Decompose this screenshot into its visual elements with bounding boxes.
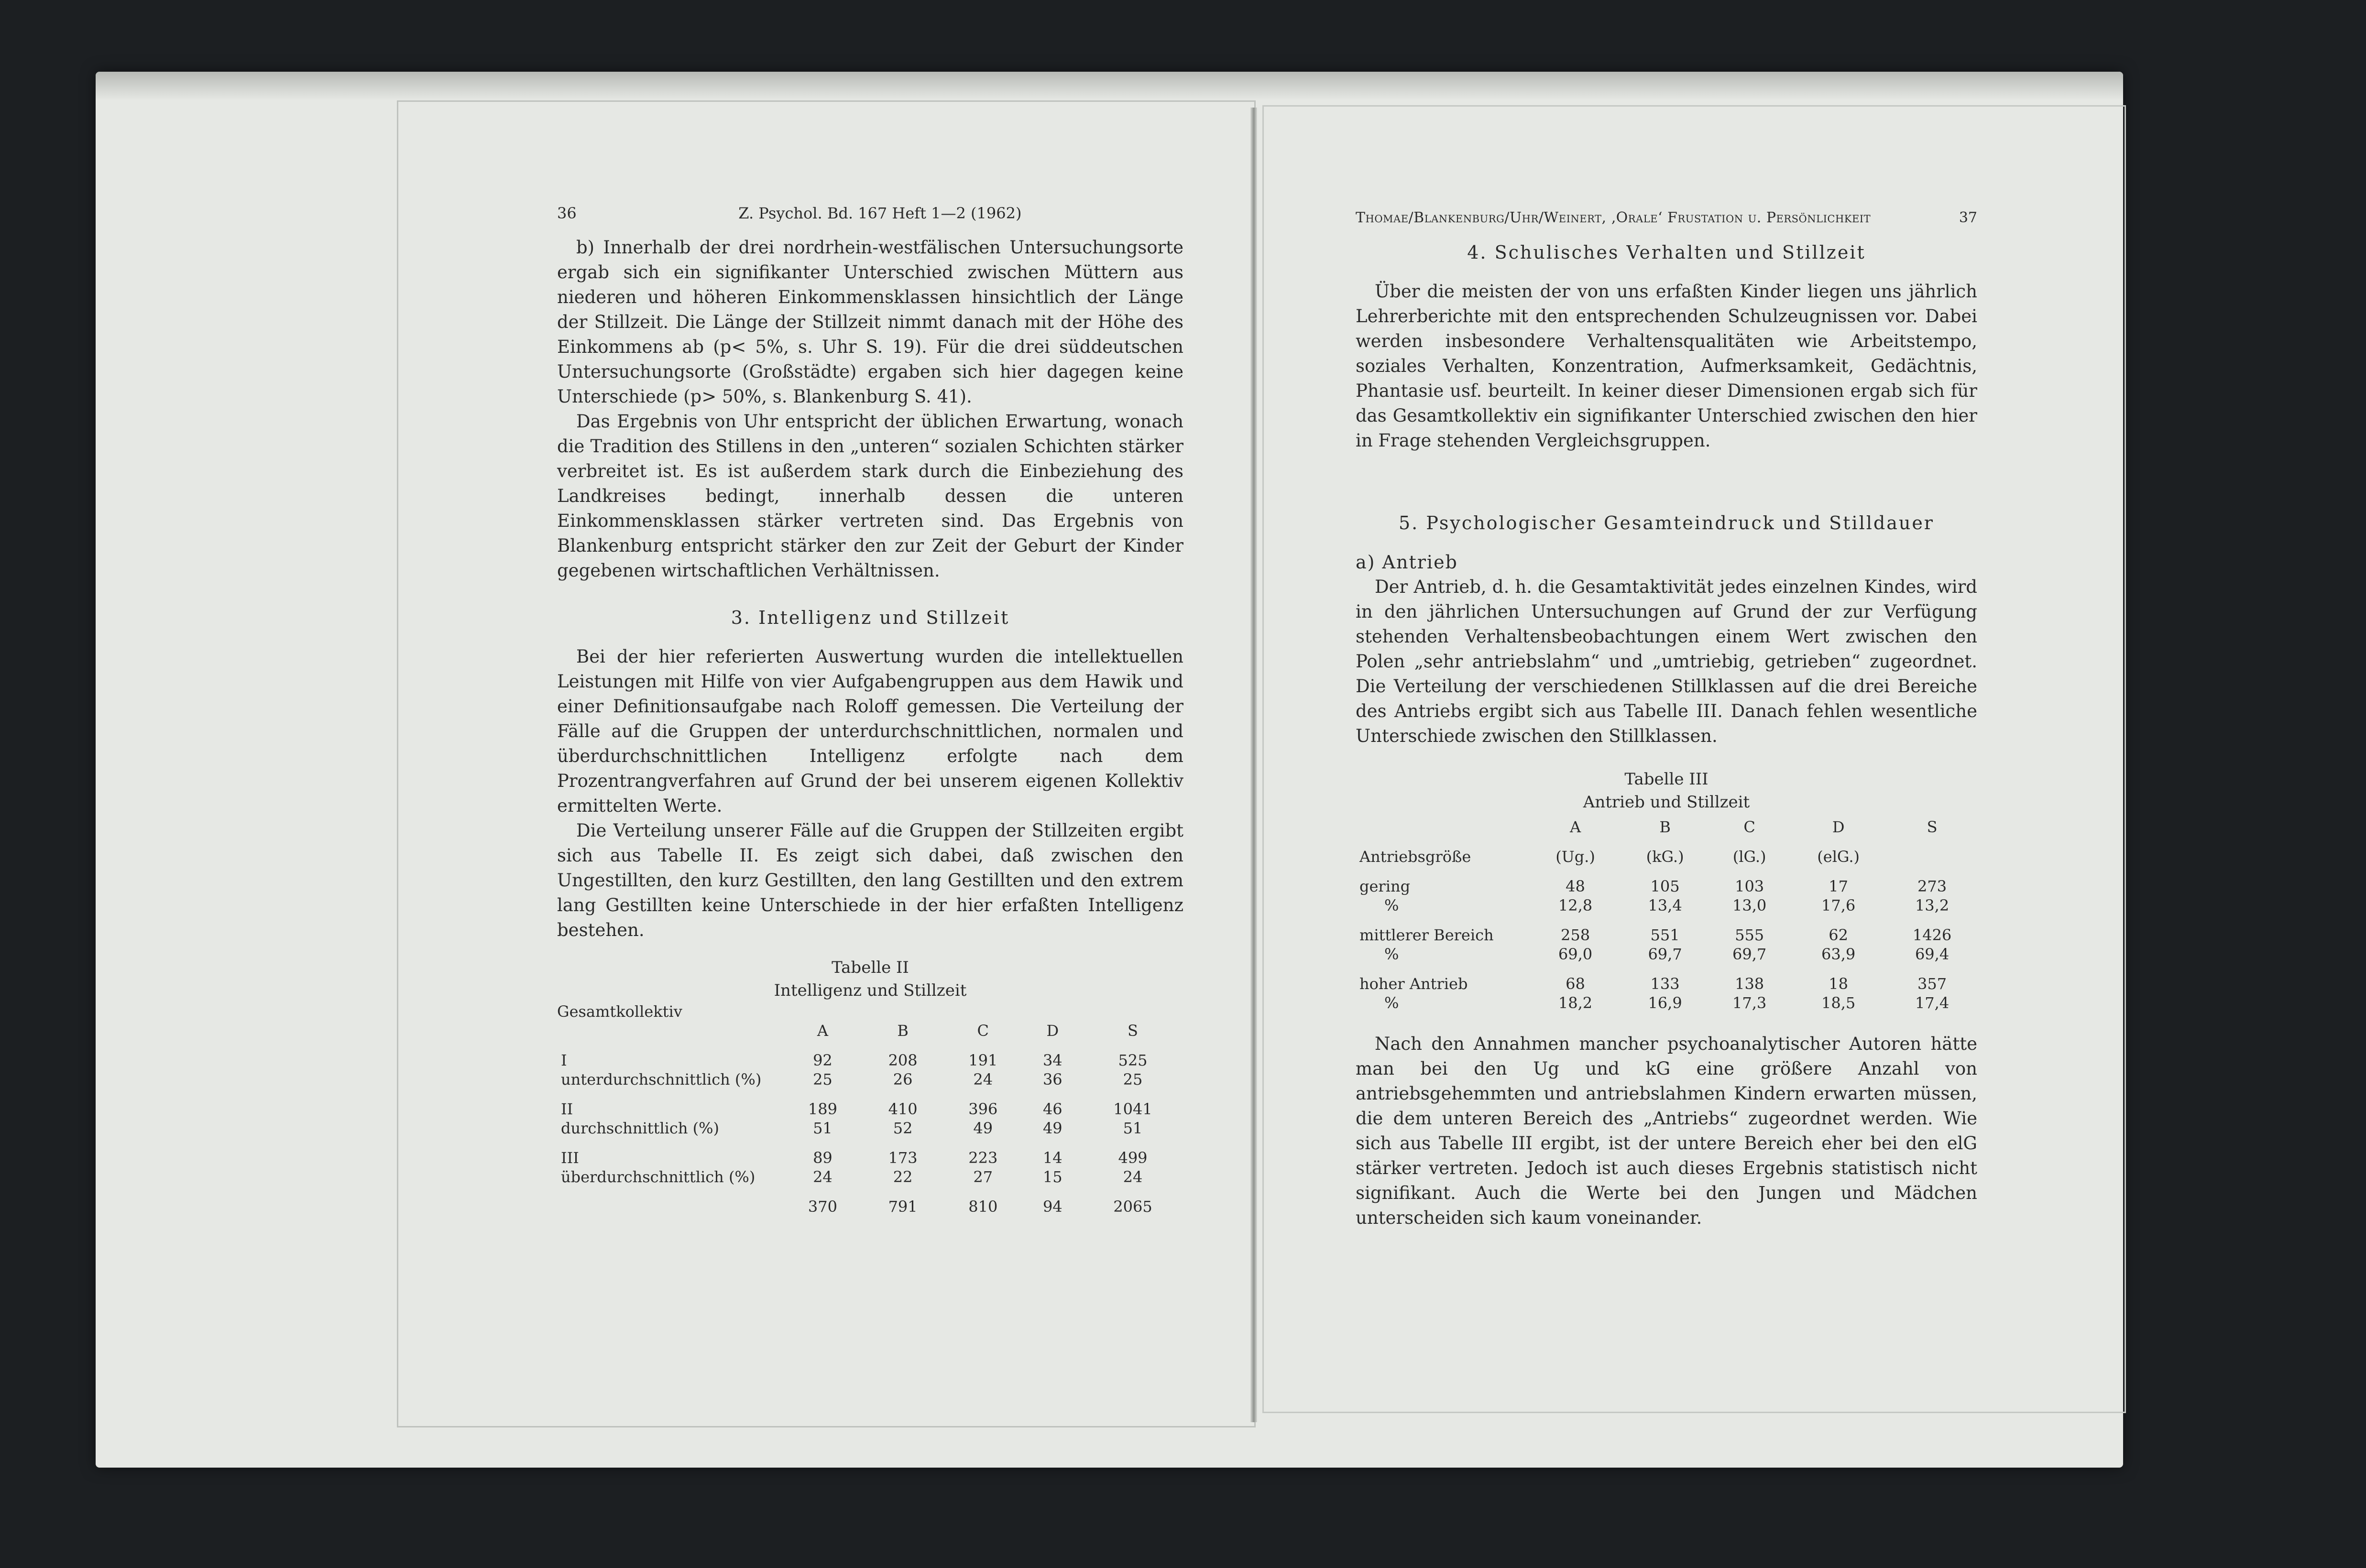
table-3-subheader-row: Antriebsgröße (Ug.) (kG.) (lG.) (elG.)	[1359, 848, 1860, 866]
left-running-header	[557, 201, 1183, 226]
right-running-header	[1356, 206, 1977, 230]
authors-title: Thomae/Blankenburg/Uhr/Weinert, ‚Orale‘ Frustation u. Persönlichkeit	[1356, 209, 1871, 226]
table-3	[1356, 768, 1977, 1013]
left-page	[557, 201, 1183, 1216]
col-header: A	[817, 1022, 828, 1040]
col-header: D	[1046, 1022, 1059, 1040]
table-row: % 69,0 69,7 69,7 63,9 69,4	[1384, 945, 1950, 963]
right-page	[1356, 206, 1977, 1230]
page-number-left: 36	[557, 204, 577, 222]
table-row: II 189 410 396 46 1041	[561, 1100, 1152, 1118]
table-row: überdurchschnittlich (%) 24 22 27 15 24	[561, 1168, 1143, 1186]
table-row: I 92 208 191 34 525	[561, 1051, 1148, 1069]
table-row: mittlerer Bereich 258 551 555 62 1426	[1359, 926, 1952, 944]
page-number-right: 37	[1959, 209, 1977, 226]
table-2-subcaption: Intelligenz und Stillzeit	[774, 981, 967, 1000]
subheading-antrieb: a) Antrieb	[1356, 552, 1458, 573]
table-row: hoher Antrieb 68 133 138 18 357	[1359, 975, 1947, 993]
table-row: gering 48 105 103 17 273	[1359, 877, 1947, 895]
col-header: C	[977, 1022, 989, 1040]
center-fold	[1250, 108, 1257, 1422]
table-row: % 12,8 13,4 13,0 17,6 13,2	[1384, 896, 1950, 915]
journal-reference: Z. Psychol. Bd. 167 Heft 1—2 (1962)	[738, 204, 1022, 222]
table-2-header-row	[557, 1021, 1183, 1040]
table-2	[557, 956, 1183, 1216]
table-row: % 18,2 16,9 17,3 18,5 17,4	[1384, 994, 1950, 1012]
paragraph-4: Über die meisten der von uns erfaßten Kinder liegen uns jährlich Lehrerberichte mit den entsprechenden Schulzeugnissen vor. Dabei werden insbesondere Verhaltensqualitäten wie Arbeitstempo, soziales Verhalten, Konzentration, Aufmerksamkeit, Gedächtnis, Phantasie usf. beurteilt. In keiner dieser Dimensionen ergab sich für das Gesamtkollektiv ein signifikanter Unterschied zwischen den hier in Frage stehenden Vergleichsgruppen.	[1356, 281, 1977, 451]
table-totals-row: 370 791 810 94 2065	[808, 1198, 1152, 1216]
col-header: S	[1128, 1022, 1138, 1040]
col-header: B	[897, 1022, 909, 1040]
paragraph-b: b) Innerhalb der drei nordrhein-westfälischen Untersuchungsorte ergab sich ein signifikanter Unterschied zwischen Müttern aus niederen und höheren Einkommensklassen hinsichtlich der Länge der Stillzeit. Die Länge der Stillzeit nimmt danach mit der Höhe des Einkommens ab (p< 5%, s. Uhr S. 19). Für die drei süddeutschen Untersuchungsorte (Großstädte) ergaben sich hier dagegen keine Unterschiede (p> 50%, s. Blankenburg S. 41).	[557, 237, 1183, 407]
paragraph-intelligenz-1: Bei der hier referierten Auswertung wurden die intellektuellen Leistungen mit Hilfe von vier Aufgabengruppen aus dem Hawik und einer Definitionsaufgabe nach Roloff gemessen. Die Verteilung der Fälle auf die Gruppen der unterdurchschnittlichen, normalen und überdurchschnittlichen Intelligenz erfolgte nach dem Prozentrangverfahren auf Grund der bei unserem eigenen Kollektiv ermittelten Werte.	[557, 646, 1183, 816]
section-heading-5: 5. Psychologischer Gesamteindruck und Stilldauer	[1399, 512, 1934, 534]
table-3-caption: Tabelle III	[1624, 770, 1709, 789]
table-3-subcaption: Antrieb und Stillzeit	[1583, 793, 1750, 812]
table-2-collective-label: Gesamtkollektiv	[557, 1002, 682, 1021]
table-3-header-row: A B C D S	[1569, 818, 1938, 836]
table-row: durchschnittlich (%) 51 52 49 49 51	[561, 1119, 1143, 1137]
table-2-caption: Tabelle II	[832, 958, 909, 977]
paragraph-final: Nach den Annahmen mancher psychoanalytischer Autoren hätte man bei den Ug und kG eine größere Anzahl von antriebsgehemmten und antriebslahmen Kindern erwarten müssen, die dem unteren Bereich des „Antriebs“ zugeordnet werden. Wie sich aus Tabelle III ergibt, ist der untere Bereich eher bei den elG stärker vertreten. Jedoch ist auch dieses Ergebnis statistisch nicht signifikant. Auch die Werte bei den Jungen und Mädchen unterscheiden sich kaum voneinander.	[1356, 1034, 1977, 1228]
table-row: III 89 173 223 14 499	[561, 1149, 1148, 1167]
section-heading-3: 3. Intelligenz und Stillzeit	[731, 607, 1010, 628]
paragraph-ergebnis: Das Ergebnis von Uhr entspricht der üblichen Erwartung, wonach die Tradition des Stillens in den „unteren“ sozialen Schichten stärker verbreitet ist. Es ist außerdem stark durch die Einbeziehung des Landkreises bedingt, innerhalb dessen die unteren Einkommensklassen stärker vertreten sind. Das Ergebnis von Blankenburg entspricht stärker den zur Zeit der Geburt der Kinder gegebenen wirtschaftlichen Verhältnissen.	[557, 411, 1183, 581]
sheet-edge-shadow	[96, 72, 2123, 100]
table-row: unterdurchschnittlich (%) 25 26 24 36 25	[561, 1070, 1143, 1089]
paragraph-intelligenz-2: Die Verteilung unserer Fälle auf die Gruppen der Stillzeiten ergibt sich aus Tabelle II. Es zeigt sich dabei, daß zwischen den Ungestillten, den kurz Gestillten, den lang Gestillten und den extrem lang Gestillten keine Unterschiede in der hier erfaßten Intelligenz bestehen.	[557, 820, 1183, 940]
section-heading-4: 4. Schulisches Verhalten und Stillzeit	[1467, 242, 1866, 263]
paragraph-5a: Der Antrieb, d. h. die Gesamtaktivität jedes einzelnen Kindes, wird in den jährlichen Untersuchungen auf Grund der zur Verfügung stehenden Verhaltensbeobachtungen einem Wert zwischen den Polen „sehr antriebslahm“ und „umtriebig, getrieben“ zugeordnet. Die Verteilung der verschiedenen Stillklassen auf die drei Bereiche des Antriebs ergibt sich aus Tabelle III. Danach fehlen wesentliche Unterschiede zwischen den Stillklassen.	[1356, 577, 1977, 746]
